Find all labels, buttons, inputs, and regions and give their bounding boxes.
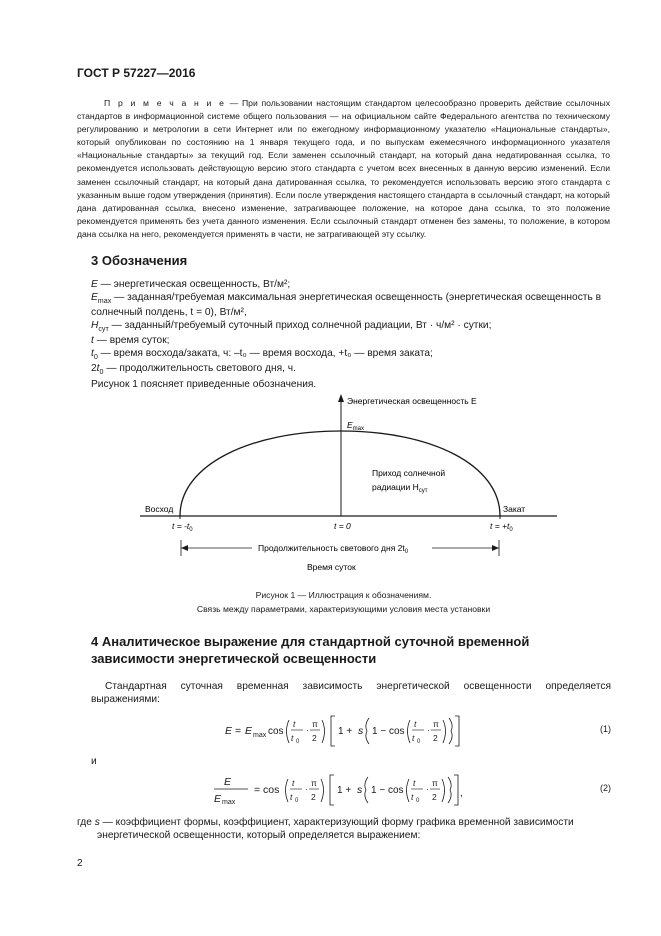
- note-label: П р и м е ч а н и е: [104, 98, 226, 108]
- equation-2: [212, 772, 472, 808]
- svg-text:1 − cos: 1 − cos: [372, 726, 405, 737]
- duration-label: Продолжительность светового дня $2t_0$: [258, 543, 409, 555]
- svg-text:π: π: [312, 719, 318, 729]
- svg-text:1 +: 1 +: [337, 785, 352, 796]
- page-number: 2: [77, 858, 83, 869]
- svg-text:E: E: [245, 725, 253, 737]
- section-3-title: 3 Обозначения: [91, 253, 188, 268]
- svg-text:max: max: [222, 799, 236, 806]
- svg-text:0: 0: [296, 739, 300, 745]
- def-emax: $E_{max}$ — заданная/требуемая максимальная энергетическая освещенность (энергетическая освещенность в солнечный полдень, t = 0), Вт/м²,: [91, 291, 602, 319]
- section-4-title: 4 Аналитическое выражение для стандартной суточной временной зависимости энергетической освещенности: [91, 634, 530, 666]
- svg-text:t: t: [414, 719, 417, 729]
- equation-1-number: (1): [600, 724, 611, 734]
- svg-text:2: 2: [433, 733, 438, 743]
- def-e: E — энергетическая освещенность, Вт/м²;: [91, 279, 291, 290]
- svg-text:0: 0: [417, 739, 421, 745]
- svg-text:t: t: [291, 733, 294, 743]
- figure-caption-1: Рисунок 1 — Иллюстрация к обозначениям.: [255, 590, 432, 600]
- svg-text:2: 2: [432, 792, 437, 802]
- svg-text:π: π: [432, 778, 438, 788]
- figure-ref: Рисунок 1 поясняет приведенные обозначения.: [91, 378, 317, 390]
- symbols-list: [91, 279, 616, 391]
- svg-text:1 − cos: 1 − cos: [371, 785, 404, 796]
- y-axis-label: Энергетическая освещенность E: [347, 396, 477, 406]
- svg-text:·: ·: [306, 726, 309, 735]
- def-hsut: $H_{сут}$ — заданный/требуемый суточный приход солнечной радиации, Вт · ч/м² · сутки;: [91, 319, 492, 333]
- def-2t0: $2t_0$ — продолжительность светового дня, ч.: [91, 363, 296, 377]
- def-t0: $t_0$ — время восхода/заката, ч: –t₀ — время восхода, +t₀ — время заката;: [91, 347, 433, 361]
- svg-text:2: 2: [312, 733, 317, 743]
- figure-1-diagram: [0, 390, 661, 590]
- def-t: t — время суток;: [91, 335, 170, 347]
- irradiance-curve: [180, 431, 500, 516]
- duration-arrow-left-icon: [181, 545, 188, 551]
- note-text: — При пользовании настоящим стандартом целесообразно проверить действие ссылочных стандартов в информационной системе общего пользования — на официальном сайте Федерального агентства по техническому регулированию и метрологии в сети Интернет или по ежегодному информационному указателю «Национальные стандарты», который опубликован по состоянию на 1 января текущего года, и по выпускам ежемесячного информационного указателя «Национальные стандарты» за текущий год. Если заменен ссылочный стандарт, на который дана недатированная ссылка, то рекомендуется использовать действующую версию этого стандарта с учетом всех внесенных в данную версию изменений. Если заменен ссылочный стандарт, на который дана датированная ссылка, то рекомендуется использовать версию этого стандарта с указанным выше годом утверждения (принятия). Если после утверждения настоящего стандарта в ссылочный стандарт, на который дана датированная ссылка, внесено изменение, затрагивающее положение, на которое дана ссылка, то это положение рекомендуется применять без учета данного изменения. Если ссылочный стандарт отменен без замены, то положение, в котором дана ссылка на него, рекомендуется применять в части, не затрагивающей эту ссылку.: [77, 98, 611, 239]
- sunrise-label: Восход: [145, 504, 174, 514]
- section-4-intro: Стандартная суточная временная зависимость энергетической освещенности определяется выражениями:: [91, 681, 611, 705]
- svg-text:E: E: [225, 725, 233, 737]
- axis-arrow-icon: [338, 394, 344, 402]
- svg-text:·: ·: [305, 785, 308, 794]
- equation-1: [225, 713, 465, 749]
- figure-caption-2: Связь между параметрами, характеризующими условия места установки: [196, 604, 491, 614]
- svg-text:t: t: [290, 792, 293, 802]
- svg-text:0: 0: [295, 798, 299, 804]
- t-right-label: $t = +t_0$: [490, 521, 513, 533]
- svg-text:π: π: [433, 719, 439, 729]
- area-label-2: радиации $H_{сут}$: [372, 482, 428, 494]
- svg-text:2: 2: [311, 792, 316, 802]
- svg-text:t: t: [413, 778, 416, 788]
- svg-text:0: 0: [416, 798, 420, 804]
- area-label-1: Приход солнечной: [372, 468, 446, 478]
- svg-text:=: =: [235, 725, 242, 737]
- svg-text:1 +: 1 +: [338, 726, 353, 737]
- t-left-label: $t = -t_0$: [172, 521, 193, 533]
- emax-label: $E_{max}$: [347, 420, 365, 432]
- svg-text:t: t: [411, 792, 414, 802]
- and-word: и: [91, 756, 97, 767]
- document-header: ГОСТ Р 57227—2016: [77, 66, 196, 80]
- svg-text:t: t: [292, 778, 295, 788]
- svg-text:π: π: [311, 778, 317, 788]
- svg-text:E: E: [224, 776, 232, 788]
- svg-text:·: ·: [427, 726, 430, 735]
- svg-text:s: s: [358, 725, 364, 737]
- sunset-label: Закат: [503, 504, 526, 514]
- svg-text:·: ·: [426, 785, 429, 794]
- t-center-label: t = 0: [334, 521, 351, 531]
- svg-text:cos: cos: [268, 726, 284, 737]
- equation-2-number: (2): [600, 783, 611, 793]
- x-axis-label: Время суток: [307, 562, 356, 572]
- svg-text:t: t: [293, 719, 296, 729]
- svg-text:max: max: [253, 732, 267, 739]
- svg-text:E: E: [214, 793, 222, 805]
- svg-text:,: ,: [460, 788, 463, 799]
- where-paragraph: где s — коэффициент формы, коэффициент, характеризующий форму графика временной зависимости энергетической освещенности, который определяется выражением:: [77, 817, 574, 841]
- duration-arrow-right-icon: [492, 545, 499, 551]
- note-paragraph: [77, 97, 610, 241]
- svg-text:t: t: [412, 733, 415, 743]
- svg-text:= cos: = cos: [254, 784, 280, 796]
- svg-text:s: s: [357, 784, 363, 796]
